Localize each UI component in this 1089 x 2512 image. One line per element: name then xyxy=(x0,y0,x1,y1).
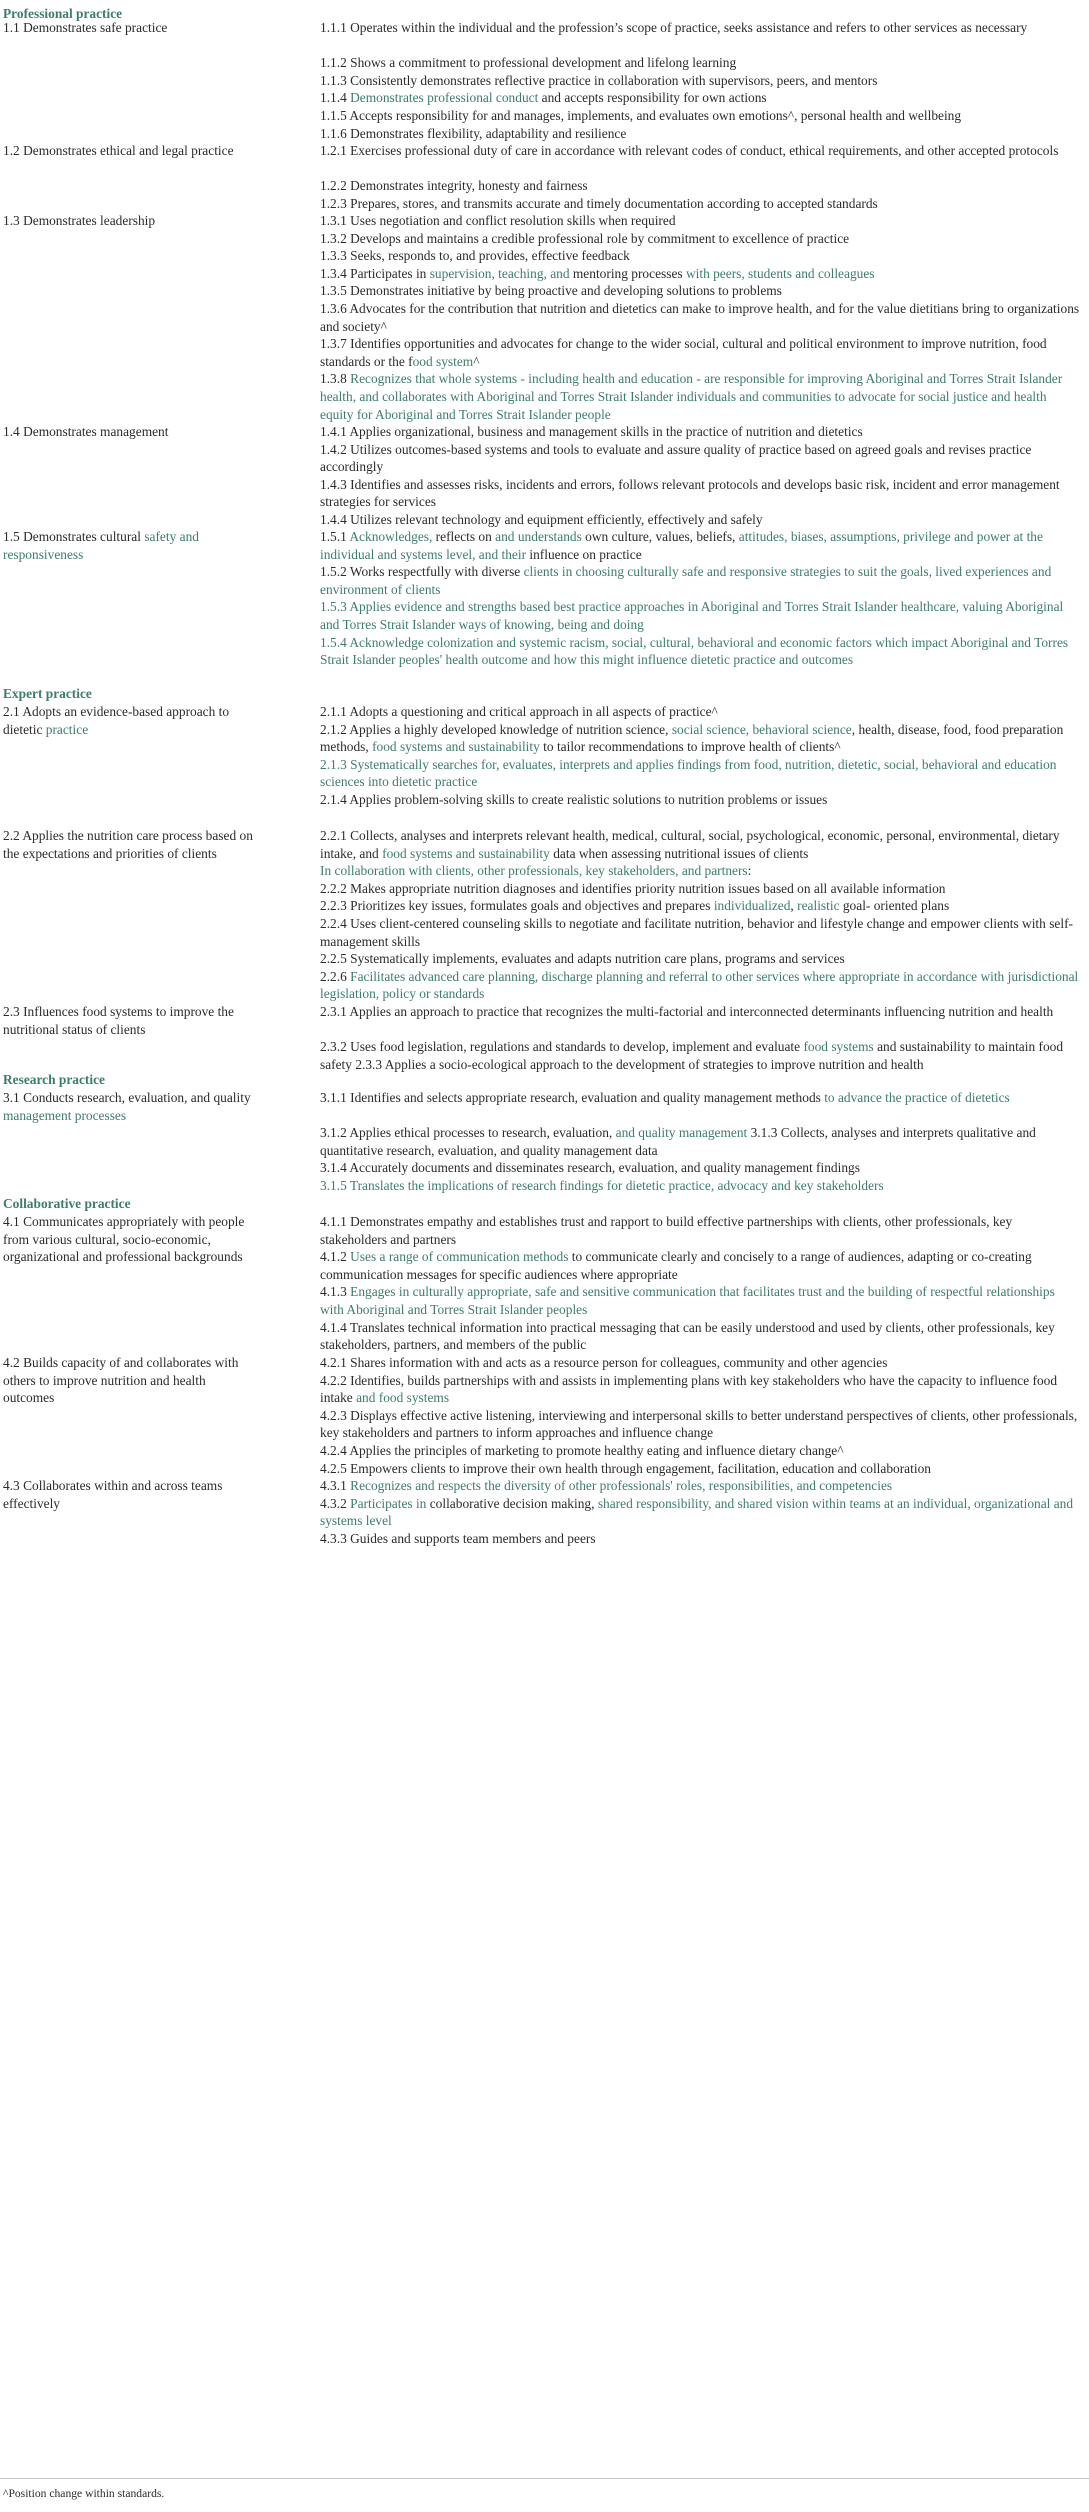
section-heading: Professional practice xyxy=(3,6,123,21)
revised-text: safety and responsiveness xyxy=(3,529,199,562)
criterion-item xyxy=(320,1283,1080,1318)
text-run: 1.1.4 xyxy=(320,90,351,106)
revised-text: 1.5.3 Applies evidence and strengths based best practice approaches in Aboriginal and Torres Strait Islander healthcare, valuing Aboriginal and Torres Strait Islander ways of knowing, being and doing xyxy=(320,599,1064,632)
text-run: : xyxy=(747,863,752,879)
text-run: 2.1.2 Applies a highly developed knowledge of nutrition science, xyxy=(320,721,672,737)
text-run: own culture, values, beliefs, xyxy=(581,529,739,544)
text-run: 2.2.1 Collects, analyses and interprets relevant health, medical, cultural, social, psychological, economic, personal, environmental, dietary intake, and xyxy=(320,828,1060,861)
text-run: and sustainability to maintain food safety 2.3.3 Applies a socio-ecological approach to the development of strategies to improve nutrition and health xyxy=(320,1039,1064,1072)
revised-text: food systems and sustainability xyxy=(372,739,540,755)
section-heading: Expert practice xyxy=(3,686,92,701)
criterion-item xyxy=(320,1319,1080,1354)
competency-label xyxy=(3,1003,258,1038)
text-run: 2.3.1 Applies an approach to practice that recognizes the multi-factorial and interconnected determinants influencing nutrition and health xyxy=(320,1004,1054,1019)
criterion-item xyxy=(320,1159,1080,1177)
criterion-item xyxy=(320,142,1080,177)
text-run: 1.4 Demonstrates management xyxy=(3,424,169,439)
text-run: mentoring processes xyxy=(569,265,686,281)
criterion-item xyxy=(320,370,1080,423)
text-run: 1.3.6 Advocates for the contribution that nutrition and dietetics can make to improve health, and for the value dietitians bring to organizations and society^ xyxy=(320,300,1080,334)
revised-text: with peers, students and colleagues xyxy=(685,265,875,281)
criterion-item xyxy=(320,476,1080,511)
revised-text: 1.5.4 Acknowledge colonization and systemic racism, social, cultural, behavioral and economic factors which impact Aboriginal and Torres Strait Islander peoples' health outcome and how this might influence dietetic practice and outcomes xyxy=(320,634,1069,668)
criterion-item xyxy=(320,125,1080,143)
text-run: reflects on xyxy=(432,529,496,544)
text-run: 4.3 Collaborates within and across teams effectively xyxy=(3,1478,223,1511)
text-run: 4.1.2 xyxy=(320,1249,351,1265)
text-run: 1.3.7 Identifies opportunities and advocates for change to the wider social, cultural and political environment to improve nutrition, food standards or the f xyxy=(320,336,1047,369)
criterion-item xyxy=(320,19,1080,54)
text-run: 1.5 Demonstrates cultural xyxy=(3,529,145,544)
revised-text: Recognizes and respects the diversity of other professionals' roles, responsibilities, and competencies xyxy=(350,1478,893,1493)
text-run: 1.3.3 Seeks, responds to, and provides, effective feedback xyxy=(320,248,630,264)
criterion-item xyxy=(320,1495,1080,1530)
criterion-item xyxy=(320,265,1080,283)
text-run: data when assessing nutritional issues of clients xyxy=(549,845,809,861)
criterion-item xyxy=(320,247,1080,265)
text-run: 1.1 Demonstrates safe practice xyxy=(3,20,168,35)
criteria-list xyxy=(320,423,1080,529)
text-run: 1.2 Demonstrates ethical and legal practice xyxy=(3,143,234,158)
criterion-item xyxy=(320,1248,1080,1283)
text-run: , xyxy=(790,898,798,914)
text-run: 3.1.3 Collects, analyses and interprets qualitative and quantitative research, evaluation, and quality management data xyxy=(320,1125,1036,1158)
criterion-item xyxy=(320,1530,1080,1548)
revised-text: 2.1.3 Systematically searches for, evaluates, interprets and applies findings from food, nutrition, dietetic, social, behavioral and education sciences into dietetic practice xyxy=(320,756,1057,790)
text-run: 1.1.3 Consistently demonstrates reflective practice in collaboration with supervisors, peers, and mentors xyxy=(320,72,878,88)
text-run: 1.3 Demonstrates leadership xyxy=(3,213,156,228)
text-run: 1.4.4 Utilizes relevant technology and equipment efficiently, effectively and safely xyxy=(320,511,763,527)
revised-text: Acknowledges, xyxy=(349,529,433,544)
text-run: 2.2.2 Makes appropriate nutrition diagnoses and identifies priority nutrition issues based on all available information xyxy=(320,880,946,896)
text-run: to communicate clearly and concisely to a range of audiences, adapting or co-creating communication messages for specific audiences where appropriate xyxy=(320,1249,1032,1282)
criterion-item xyxy=(320,335,1080,370)
criteria-list xyxy=(320,1213,1080,1354)
criterion-item xyxy=(320,634,1080,687)
section-heading: Collaborative practice xyxy=(3,1196,131,1211)
text-run: 4.1.1 Demonstrates empathy and establishes trust and rapport to build effective partnerships with clients, other professionals, key stakeholders and partners xyxy=(320,1214,1013,1247)
text-run: 3.1.4 Accurately documents and disseminates research, evaluation, and quality management findings xyxy=(320,1160,860,1176)
criterion-item xyxy=(320,563,1080,598)
text-run: 2.3 Influences food systems to improve the nutritional status of clients xyxy=(3,1004,234,1037)
text-run: 2.3.2 Uses food legislation, regulations and standards to develop, implement and evaluate xyxy=(320,1039,804,1055)
section-heading: Research practice xyxy=(3,1072,105,1087)
revised-text: and food systems xyxy=(356,1390,450,1406)
competency-label xyxy=(3,1354,258,1407)
criteria-list xyxy=(320,1354,1080,1477)
criterion-item xyxy=(320,177,1080,195)
text-run: 1.3.8 xyxy=(320,371,351,387)
revised-text: and understands xyxy=(495,529,582,544)
criterion-item xyxy=(320,1460,1080,1478)
text-run: 4.1 Communicates appropriately with people from various cultural, socio-economic, organizational and professional backgrounds xyxy=(3,1214,245,1265)
criterion-item xyxy=(320,230,1080,248)
criterion-item xyxy=(320,441,1080,476)
criteria-list xyxy=(320,703,1080,809)
revised-text: ood system xyxy=(412,353,474,369)
revised-text: realistic xyxy=(797,898,840,914)
criterion-item xyxy=(320,1089,1080,1124)
criterion-item xyxy=(320,1354,1080,1372)
revised-text: social science, behavioral science xyxy=(671,721,852,737)
revised-text: shared responsibility, and shared vision within teams at an individual, organizational and systems level xyxy=(320,1495,1074,1529)
criterion-item xyxy=(320,721,1080,756)
text-run: 2.2.6 xyxy=(320,968,351,984)
text-run: 1.2.1 Exercises professional duty of care in accordance with relevant codes of conduct, ethical requirements, and other accepted protocols xyxy=(320,143,1059,158)
criteria-list xyxy=(320,528,1080,686)
text-run: 2.1 Adopts an evidence-based approach to dietetic xyxy=(3,704,230,737)
criterion-item xyxy=(320,897,1080,915)
text-run: 4.3.1 xyxy=(320,1478,351,1493)
criterion-item xyxy=(320,1372,1080,1407)
footnote: ^Position change within standards. xyxy=(3,2487,165,2500)
revised-text: practice xyxy=(45,721,89,737)
text-run: collaborative decision making, xyxy=(426,1495,598,1511)
text-run: 1.4.2 Utilizes outcomes-based systems and tools to evaluate and assure quality of practice based on agreed goals and revises practice accordingly xyxy=(320,441,1032,475)
criterion-item xyxy=(320,1407,1080,1442)
text-run: 1.1.5 Accepts responsibility for and manages, implements, and evaluates own emotions^, personal health and wellbeing xyxy=(320,107,962,123)
text-run: 2.1.1 Adopts a questioning and critical approach in all aspects of practice^ xyxy=(320,704,718,719)
competency-label xyxy=(3,528,258,563)
criterion-item xyxy=(320,107,1080,125)
text-run: , health, disease, food, food preparation methods, xyxy=(320,721,1064,755)
text-run: 4.3.2 xyxy=(320,1495,351,1511)
text-run: 2.2 Applies the nutrition care process based on the expectations and priorities of clients xyxy=(3,828,253,861)
text-run: 4.1.4 Translates technical information into practical messaging that can be easily understood and used by clients, other professionals, key stakeholders, partners, and members of the public xyxy=(320,1319,1055,1353)
criterion-item xyxy=(320,862,1080,880)
text-run: 1.1.2 Shows a commitment to professional development and lifelong learning xyxy=(320,55,737,71)
text-run: and accepts responsibility for own actions xyxy=(538,90,767,106)
criteria-list xyxy=(320,827,1080,1003)
criterion-item xyxy=(320,827,1080,862)
revised-text: clients in choosing culturally safe and responsive strategies to suit the goals, lived experiences and environment of clients xyxy=(320,564,1052,597)
text-run: 1.3.1 Uses negotiation and conflict resolution skills when required xyxy=(320,213,676,228)
text-run: 4.2.4 Applies the principles of marketing to promote healthy eating and influence dietary change^ xyxy=(320,1442,844,1458)
criterion-item xyxy=(320,1124,1080,1159)
text-run: to tailor recommendations to improve health of clients^ xyxy=(539,739,841,755)
revised-text: Participates in xyxy=(350,1495,427,1511)
criterion-item xyxy=(320,1038,1080,1073)
revised-text: and quality management xyxy=(615,1125,748,1141)
text-run: 3.1.1 Identifies and selects appropriate research, evaluation and quality management methods xyxy=(320,1090,825,1105)
criterion-item xyxy=(320,72,1080,90)
footnote-divider xyxy=(0,2478,1089,2479)
text-run: 4.2.1 Shares information with and acts as a resource person for colleagues, community and other agencies xyxy=(320,1355,888,1370)
revised-text: Demonstrates professional conduct xyxy=(350,90,539,106)
criteria-list xyxy=(320,19,1080,142)
criterion-item xyxy=(320,528,1080,563)
text-run: 1.4.3 Identifies and assesses risks, incidents and errors, follows relevant protocols and develops basic risk, incident and error management strategies for services xyxy=(320,476,1060,510)
criteria-list xyxy=(320,1089,1080,1195)
text-run: 4.2 Builds capacity of and collaborates with others to improve nutrition and health outcomes xyxy=(3,1355,239,1406)
criteria-list xyxy=(320,212,1080,423)
criterion-item xyxy=(320,880,1080,898)
text-run: 1.3.4 Participates in xyxy=(320,265,430,281)
criterion-item xyxy=(320,511,1080,529)
competency-label xyxy=(3,1213,258,1266)
text-run: 1.5.2 Works respectfully with diverse xyxy=(320,564,524,580)
criteria-list xyxy=(320,142,1080,212)
revised-text: attitudes, biases, assumptions, privilege and power at the individual and systems level, and their xyxy=(320,529,1043,562)
criterion-item xyxy=(320,300,1080,335)
criterion-item xyxy=(320,195,1080,213)
criterion-item xyxy=(320,950,1080,968)
text-run: 1.3.5 Demonstrates initiative by being proactive and developing solutions to problems xyxy=(320,283,782,299)
revised-text: Recognizes that whole systems - including health and education - are responsible for improving Aboriginal and Torres Strait Islander health, and collaborates with Aboriginal and Torres Strait Islander individuals and communities to advocate for social justice and health equity for Aboriginal and Torres Strait Islander people xyxy=(320,371,1063,422)
revised-text: supervision, teaching, and xyxy=(429,265,570,281)
competency-label xyxy=(3,1089,258,1124)
text-run: 4.1.3 xyxy=(320,1284,351,1300)
revised-text: Facilitates advanced care planning, discharge planning and referral to other services where appropriate in accordance with jurisdictional legislation, policy or standards xyxy=(320,968,1079,1002)
text-run: 1.1.6 Demonstrates flexibility, adaptability and resilience xyxy=(320,125,627,141)
criterion-item xyxy=(320,598,1080,633)
revised-text: individualized xyxy=(713,898,791,914)
text-run: 1.3.2 Develops and maintains a credible professional role by commitment to excellence of practice xyxy=(320,230,850,246)
criterion-item xyxy=(320,1003,1080,1038)
revised-text: In collaboration with clients, other professionals, key stakeholders, and partners xyxy=(320,863,748,879)
text-run: 3.1.2 Applies ethical processes to research, evaluation, xyxy=(320,1125,616,1141)
text-run: 3.1 Conducts research, evaluation, and quality xyxy=(3,1090,251,1105)
criterion-item xyxy=(320,968,1080,1003)
text-run: 2.1.4 Applies problem-solving skills to create realistic solutions to nutrition problems or issues xyxy=(320,791,828,807)
criterion-item xyxy=(320,791,1080,809)
criterion-item xyxy=(320,1442,1080,1460)
criterion-item xyxy=(320,756,1080,791)
text-run: 4.2.3 Displays effective active listening, interviewing and interpersonal skills to better understand perspectives of clients, other professionals, key stakeholders and partners to inform approaches and influence change xyxy=(320,1407,1078,1441)
text-run: 4.3.3 Guides and supports team members and peers xyxy=(320,1530,596,1546)
text-run: 1.1.1 Operates within the individual and the profession’s scope of practice, seeks assistance and refers to other services as necessary xyxy=(320,20,1028,35)
revised-text: Uses a range of communication methods xyxy=(350,1249,569,1265)
criterion-item xyxy=(320,423,1080,441)
revised-text: to advance the practice of dietetics xyxy=(824,1090,1010,1105)
text-run: 1.4.1 Applies organizational, business and management skills in the practice of nutrition and dietetics xyxy=(320,424,863,439)
competency-label xyxy=(3,19,258,37)
text-run: 2.2.5 Systematically implements, evaluates and adapts nutrition care plans, programs and services xyxy=(320,951,845,967)
revised-text: food systems and sustainability xyxy=(382,845,550,861)
criteria-list xyxy=(320,1477,1080,1547)
criterion-item xyxy=(320,1477,1080,1495)
competency-label xyxy=(3,703,258,738)
text-run: 2.2.3 Prioritizes key issues, formulates goals and objectives and prepares xyxy=(320,898,714,914)
criterion-item xyxy=(320,915,1080,950)
text-run: 1.2.2 Demonstrates integrity, honesty and fairness xyxy=(320,178,588,194)
competency-label xyxy=(3,1477,258,1512)
revised-text: Engages in culturally appropriate, safe and sensitive communication that facilitates trust and the building of respectful relationships with Aboriginal and Torres Strait Islander peoples xyxy=(320,1284,1055,1317)
text-run: 1.2.3 Prepares, stores, and transmits accurate and timely documentation according to accepted standards xyxy=(320,195,878,211)
criterion-item xyxy=(320,282,1080,300)
criterion-item xyxy=(320,703,1080,721)
revised-text: management processes xyxy=(3,1107,127,1123)
text-run: 1.5.1 xyxy=(320,529,350,544)
competency-label xyxy=(3,827,258,862)
competency-label xyxy=(3,212,258,230)
revised-text: food systems xyxy=(803,1039,874,1055)
text-run: ^ xyxy=(473,353,480,369)
revised-text: 3.1.5 Translates the implications of research findings for dietetic practice, advocacy and key stakeholders xyxy=(320,1177,884,1193)
competency-label xyxy=(3,423,258,441)
text-run: influence on practice xyxy=(526,546,642,562)
competency-label xyxy=(3,142,258,160)
criterion-item xyxy=(320,212,1080,230)
criterion-item xyxy=(320,54,1080,72)
criterion-item xyxy=(320,89,1080,107)
criteria-list xyxy=(320,1003,1080,1073)
criterion-item xyxy=(320,1213,1080,1248)
criterion-item xyxy=(320,1177,1080,1195)
text-run: 4.2.5 Empowers clients to improve their own health through engagement, facilitation, education and collaboration xyxy=(320,1460,931,1476)
text-run: 4.2.2 Identifies, builds partnerships with and assists in implementing plans with key stakeholders who have the capacity to influence food intake xyxy=(320,1372,1058,1406)
text-run: goal- oriented plans xyxy=(839,898,950,914)
text-run: 2.2.4 Uses client-centered counseling skills to negotiate and facilitate nutrition, behavior and lifestyle change and empower clients with self-management skills xyxy=(320,915,1073,949)
